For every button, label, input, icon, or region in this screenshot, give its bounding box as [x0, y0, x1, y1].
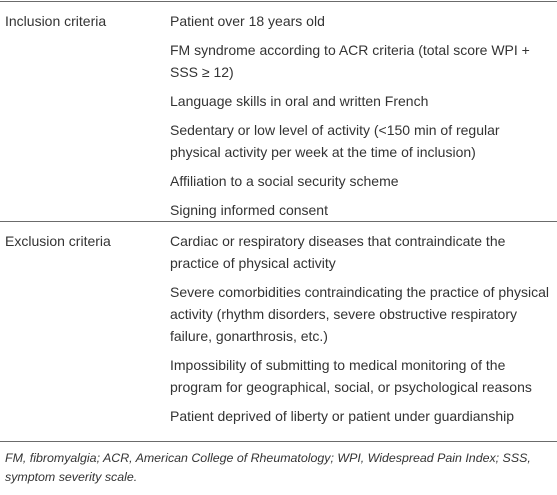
exclusion-criteria-list: [170, 230, 552, 434]
list-item: Cardiac or respiratory diseases that contraindicate the practice of physical activity: [170, 233, 506, 271]
table-divider-rule: [0, 221, 557, 222]
list-item: Affiliation to a social security scheme: [170, 173, 399, 189]
list-item: Language skills in oral and written French: [170, 93, 429, 109]
list-item: Sedentary or low level of activity (<150 min of regular physical activity per week at the time of inclusion): [170, 122, 500, 160]
inclusion-criteria-list: [170, 10, 552, 228]
list-item: Patient over 18 years old: [170, 13, 325, 29]
list-item: Impossibility of submitting to medical monitoring of the program for geographical, social, or psychological reasons: [170, 357, 532, 395]
table-footnote: FM, fibromyalgia; ACR, American College of Rheumatology; WPI, Widespread Pain Index; SSS, symptom severity scale.: [5, 451, 531, 484]
table-bottom-rule: [0, 441, 557, 442]
list-item: Signing informed consent: [170, 202, 328, 218]
list-item: Patient deprived of liberty or patient under guardianship: [170, 408, 514, 424]
table-top-rule: [0, 1, 557, 2]
list-item: Severe comorbidities contraindicating the practice of physical activity (rhythm disorders, severe obstructive respiratory failure, gonarthrosis, etc.): [170, 284, 549, 344]
row-label-inclusion: Inclusion criteria: [5, 13, 107, 29]
list-item: FM syndrome according to ACR criteria (total score WPI + SSS ≥ 12): [170, 42, 530, 80]
row-label-exclusion: Exclusion criteria: [5, 233, 111, 249]
